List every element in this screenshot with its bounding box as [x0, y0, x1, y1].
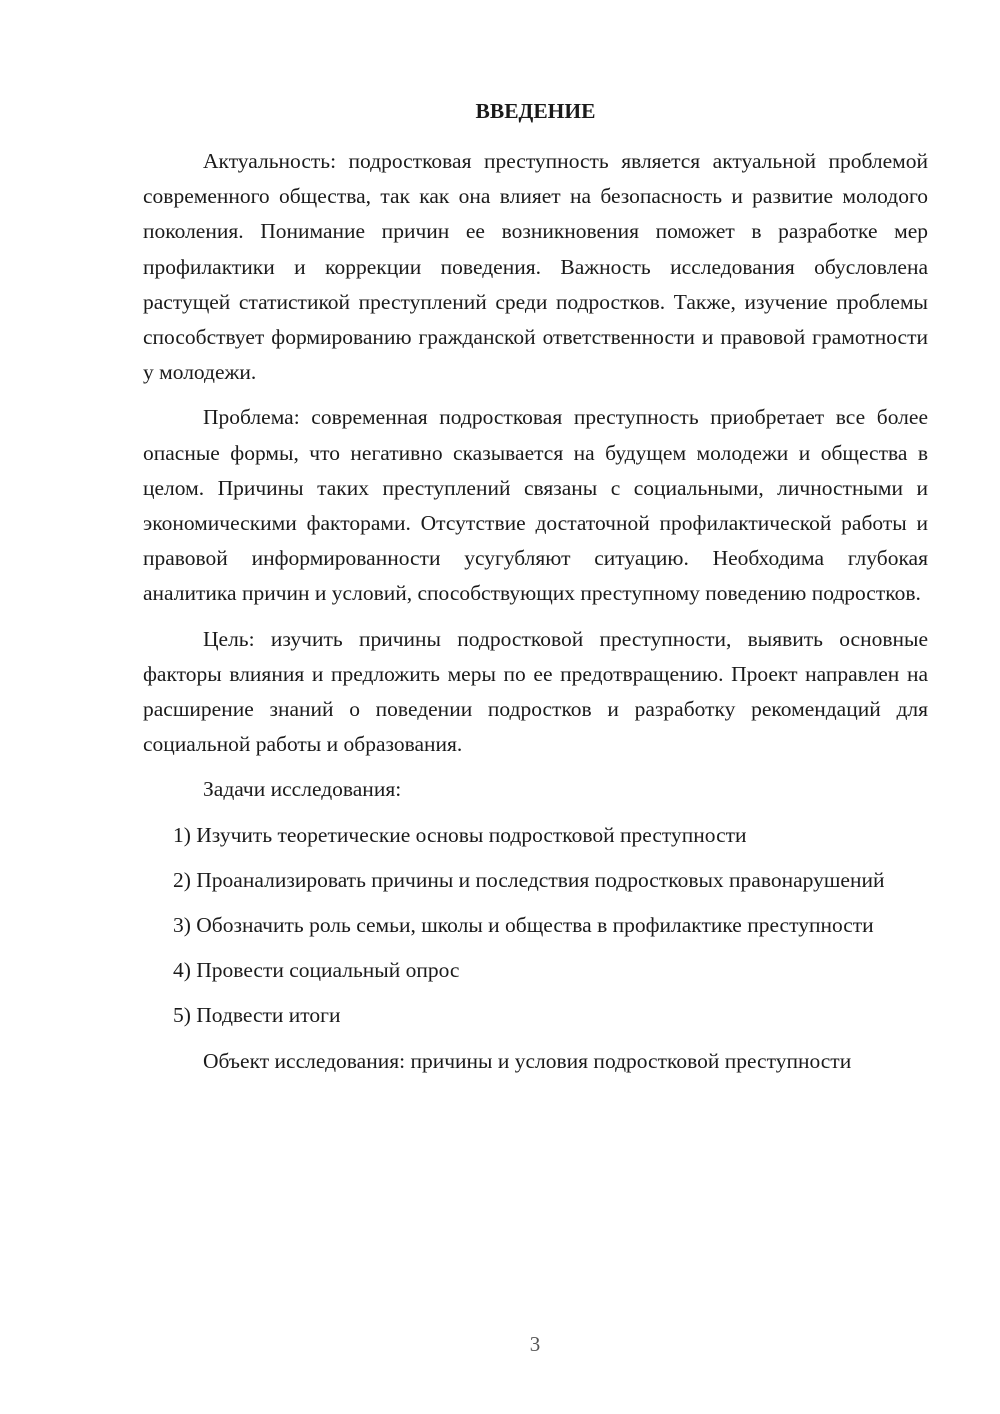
task-item-2: 2) Проанализировать причины и последствия подростковых правонарушений [173, 867, 885, 892]
section-title: ВВЕДЕНИЕ [475, 99, 596, 123]
tasks-heading: Задачи исследования: [203, 777, 402, 802]
paragraph-goal: Цель: изучить причины подростковой преступности, выявить основные факторы влияния и предложить меры по ее предотвращению. Проект направлен на расширение знаний о поведении подростков и разработку рекомендаций для социальной работы и образования. [143, 626, 928, 757]
task-item-1: 1) Изучить теоретические основы подростковой преступности [173, 822, 747, 847]
paragraph-problem: Проблема: современная подростковая преступность приобретает все более опасные формы, что негативно сказывается на будущем молодежи и общества в целом. Причины таких преступлений связаны с социальными, личностными и экономическими факторами. Отсутствие достаточной профилактической работы и правовой информированности усугубляют ситуацию. Необходима глубокая аналитика причин и условий, способствующих преступному поведению подростков. [143, 405, 928, 606]
paragraph-object: Объект исследования: причины и условия подростковой преступности [203, 1048, 852, 1073]
document-page [143, 96, 928, 1089]
paragraph-relevance: Актуальность: подростковая преступность является актуальной проблемой современного общества, так как она влияет на безопасность и развитие молодого поколения. Понимание причин ее возникновения поможет в разработке мер профилактики и коррекции поведения. Важность исследования обусловлена растущей статистикой преступлений среди подростков. Также, изучение проблемы способствует формированию гражданской ответственности и правовой грамотности у молодежи. [143, 149, 928, 385]
page-number: 3 [529, 1332, 541, 1356]
task-item-5: 5) Подвести итоги [173, 1003, 341, 1028]
task-item-4: 4) Провести социальный опрос [173, 958, 460, 983]
task-item-3: 3) Обозначить роль семьи, школы и общества в профилактике преступности [173, 913, 874, 938]
